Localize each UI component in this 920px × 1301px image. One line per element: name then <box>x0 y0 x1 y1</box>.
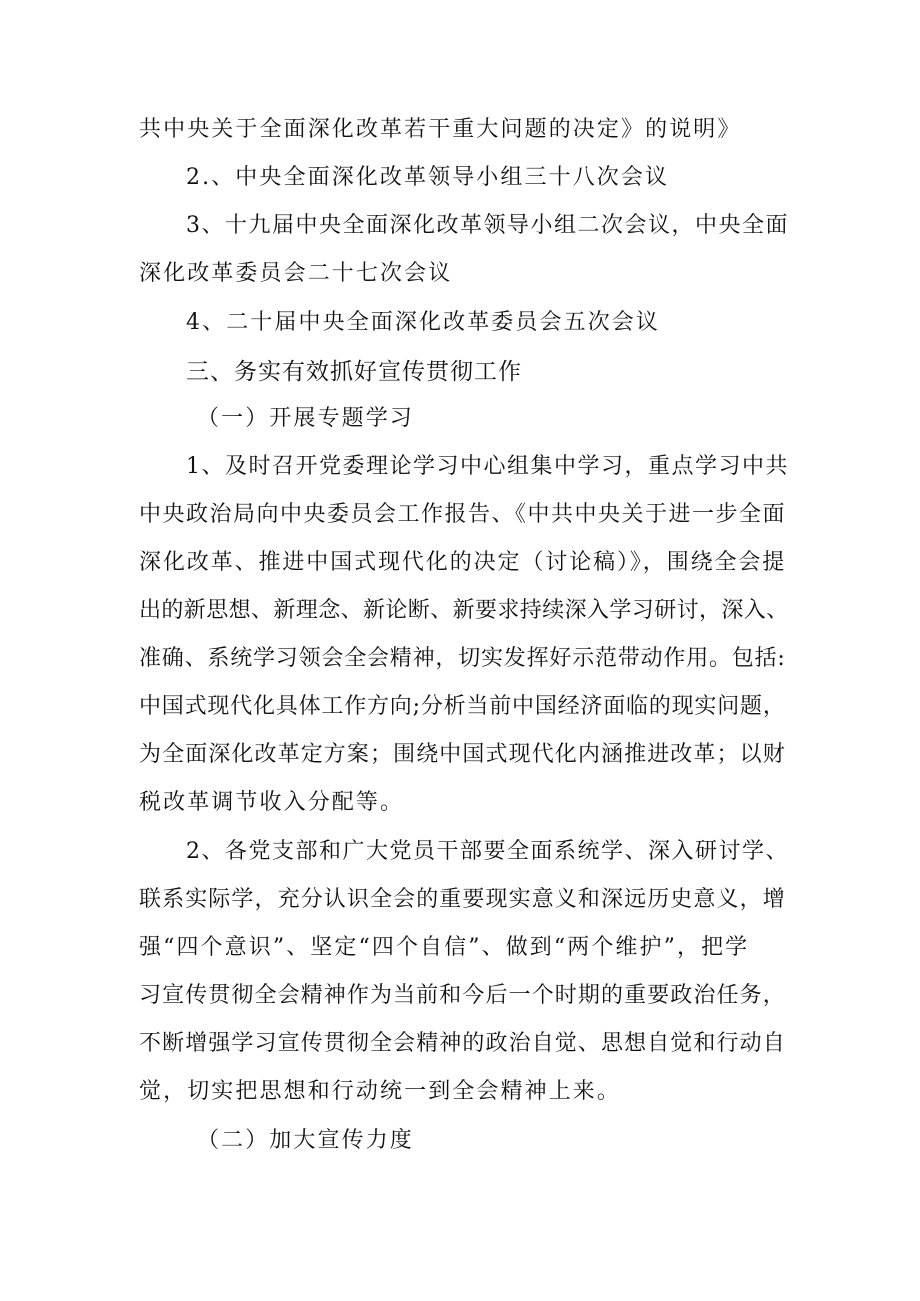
text-line: 联系实际学，充分认识全会的重要现实意义和深远历史意义，增 <box>139 887 786 912</box>
text-line: 为全面深化改革定方案；围绕中国式现代化内涵推进改革；以财 <box>139 742 786 767</box>
text-line: 税改革调节收入分配等。 <box>139 790 405 815</box>
section-heading: 三、务实有效抓好宣传贯彻工作 <box>186 359 522 385</box>
text-line: 2.、中央全面深化改革领导小组三十八次会议 <box>186 165 670 190</box>
text-line: 共中央关于全面深化改革若干重大问题的决定》的说明》 <box>139 117 742 142</box>
text-line: 4、二十届中央全面深化改革委员会五次会议 <box>186 310 660 335</box>
subsection-heading: （二）加大宣传力度 <box>197 1128 414 1153</box>
text-line: 2、各党支部和广大党员干部要全面系统学、深入研讨学、 <box>186 839 789 864</box>
subsection-heading: （一）开展专题学习 <box>197 406 414 431</box>
text-line: 1、及时召开党委理论学习中心组集中学习，重点学习中共 <box>186 454 789 479</box>
text-line: 深化改革委员会二十七次会议 <box>139 261 453 286</box>
text-line: 中央政治局向中央委员会工作报告、《中共中央关于进一步全面 <box>139 502 787 527</box>
text-line: 觉，切实把思想和行动统一到全会精神上来。 <box>139 1079 622 1104</box>
text-line: 强“四个意识”、坚定“四个自信”、做到“两个维护”，把学 <box>139 935 750 960</box>
text-line: 习宣传贯彻全会精神作为当前和今后一个时期的重要政治任务， <box>139 983 786 1008</box>
text-line: 不断增强学习宣传贯彻全会精神的政治自觉、思想自觉和行动自 <box>139 1031 786 1056</box>
text-line: 3、十九届中央全面深化改革领导小组二次会议，中央全面 <box>186 213 789 238</box>
text-line: 出的新思想、新理念、新论断、新要求持续深入学习研讨，深入、 <box>139 598 789 623</box>
text-line: 中国式现代化具体工作方向;分析当前中国经济面临的现实问题， <box>139 694 786 719</box>
text-line: 准确、系统学习领会全会精神，切实发挥好示范带动作用。包括: <box>139 646 786 671</box>
text-line: 深化改革、推进中国式现代化的决定（讨论稿）》，围绕全会提 <box>139 550 787 575</box>
